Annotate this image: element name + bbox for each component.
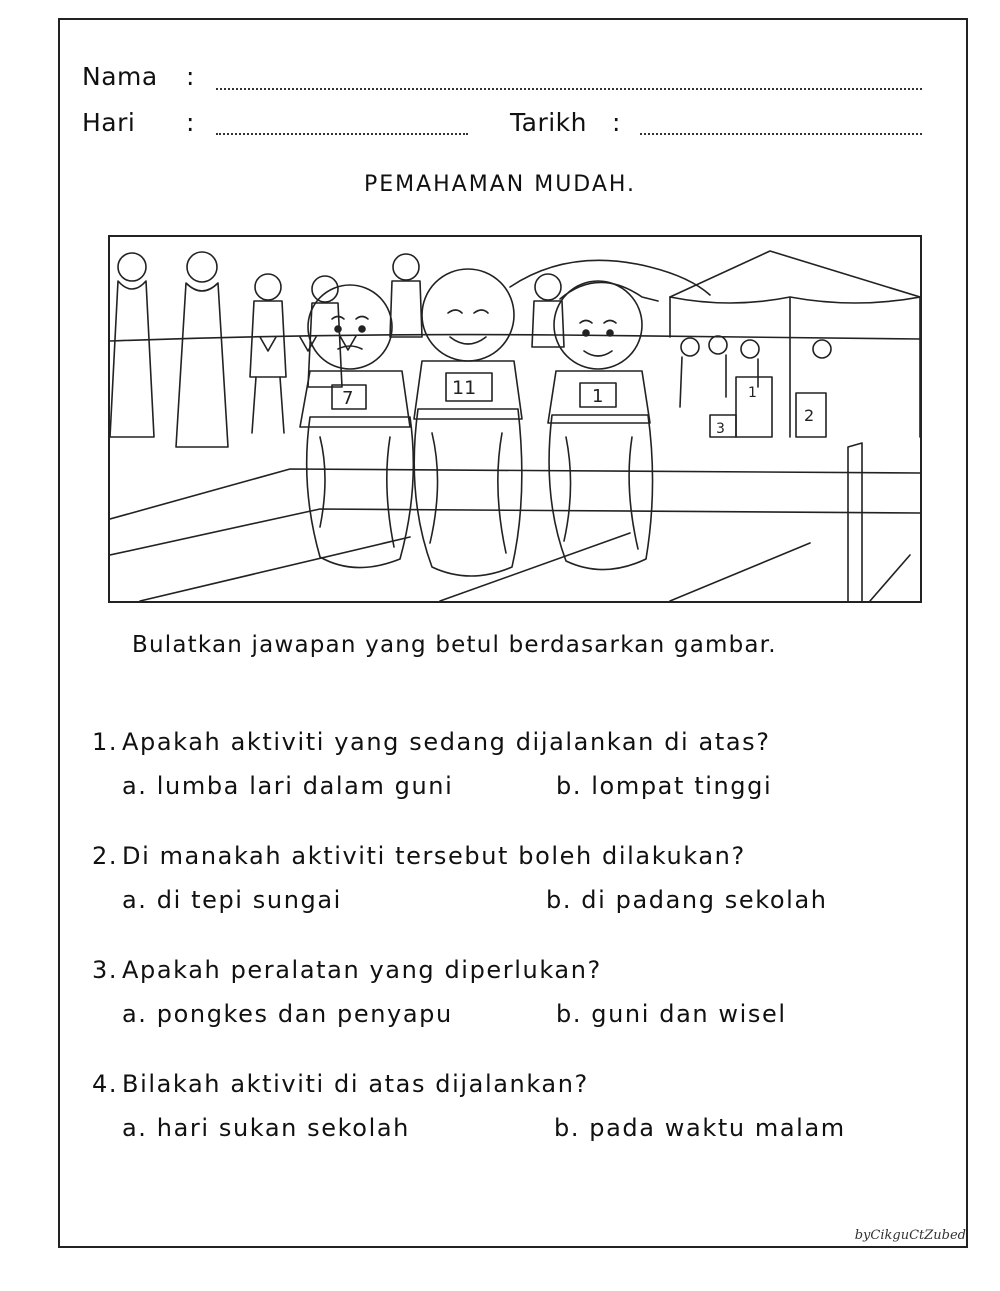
podium-number: 2 — [804, 406, 815, 425]
question-text: Apakah aktiviti yang sedang dijalankan di atas? — [122, 728, 771, 756]
bib-number: 11 — [452, 377, 477, 399]
option-b[interactable]: b. pada waktu malam — [554, 1114, 846, 1142]
question-number: 4. — [92, 1070, 119, 1098]
day-field[interactable] — [216, 133, 468, 135]
date-colon: : — [612, 108, 621, 137]
question-number: 2. — [92, 842, 119, 870]
option-a[interactable]: a. pongkes dan penyapu — [122, 1000, 453, 1028]
option-b[interactable]: b. di padang sekolah — [546, 886, 828, 914]
option-a[interactable]: a. hari sukan sekolah — [122, 1114, 410, 1142]
name-label: Nama — [82, 62, 158, 91]
name-field[interactable] — [216, 88, 922, 90]
day-colon: : — [186, 108, 195, 137]
date-label: Tarikh — [510, 108, 587, 137]
question-number: 3. — [92, 956, 119, 984]
author-signature: byCikguCtZubed — [854, 1228, 966, 1243]
bib-number: 1 — [592, 386, 604, 407]
date-field[interactable] — [640, 133, 922, 135]
page-title: PEMAHAMAN MUDAH. — [363, 172, 637, 197]
option-a[interactable]: a. lumba lari dalam guni — [122, 772, 454, 800]
bib-number: 7 — [342, 388, 354, 409]
option-b[interactable]: b. guni dan wisel — [556, 1000, 787, 1028]
question-text: Apakah peralatan yang diperlukan? — [122, 956, 602, 984]
name-colon: : — [186, 62, 195, 91]
question-text: Di manakah aktiviti tersebut boleh dilakukan? — [122, 842, 746, 870]
instruction-text: Bulatkan jawapan yang betul berdasarkan gambar. — [132, 632, 777, 658]
day-label: Hari — [82, 108, 136, 137]
podium-number: 3 — [716, 421, 725, 437]
question-text: Bilakah aktiviti di atas dijalankan? — [122, 1070, 589, 1098]
option-b[interactable]: b. lompat tinggi — [556, 772, 773, 800]
sack-race-illustration — [108, 235, 922, 603]
option-a[interactable]: a. di tepi sungai — [122, 886, 342, 914]
question-number: 1. — [92, 728, 119, 756]
podium-number: 1 — [748, 385, 757, 401]
